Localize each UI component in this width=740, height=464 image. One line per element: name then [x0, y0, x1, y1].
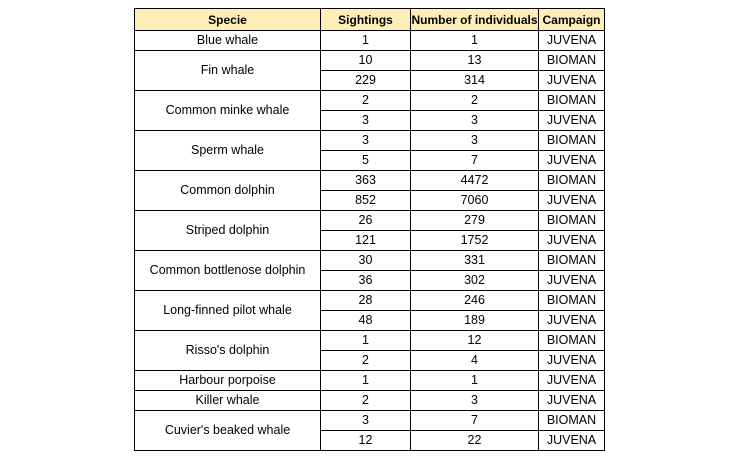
individuals-cell: 1: [411, 371, 539, 391]
species-cell: Blue whale: [135, 31, 321, 51]
sightings-cell: 10: [321, 51, 411, 71]
header-campaign: Campaign: [539, 9, 605, 31]
species-cell: Common dolphin: [135, 171, 321, 211]
sightings-cell: 5: [321, 151, 411, 171]
species-cell: Killer whale: [135, 391, 321, 411]
individuals-cell: 3: [411, 131, 539, 151]
sightings-cell: 852: [321, 191, 411, 211]
campaign-cell: JUVENA: [539, 111, 605, 131]
sightings-cell: 30: [321, 251, 411, 271]
campaign-cell: BIOMAN: [539, 331, 605, 351]
campaign-cell: JUVENA: [539, 431, 605, 451]
campaign-cell: BIOMAN: [539, 411, 605, 431]
campaign-cell: JUVENA: [539, 311, 605, 331]
sightings-cell: 12: [321, 431, 411, 451]
individuals-cell: 7: [411, 151, 539, 171]
campaign-cell: JUVENA: [539, 71, 605, 91]
species-cell: Common minke whale: [135, 91, 321, 131]
table-row: [135, 51, 605, 71]
individuals-cell: 3: [411, 391, 539, 411]
individuals-cell: 279: [411, 211, 539, 231]
campaign-cell: BIOMAN: [539, 51, 605, 71]
sightings-cell: 1: [321, 31, 411, 51]
species-cell: Sperm whale: [135, 131, 321, 171]
campaign-cell: JUVENA: [539, 231, 605, 251]
species-cell: Long-finned pilot whale: [135, 291, 321, 331]
individuals-cell: 4: [411, 351, 539, 371]
species-cell: Striped dolphin: [135, 211, 321, 251]
table-row: [135, 331, 605, 351]
header-specie: Specie: [135, 9, 321, 31]
table-body: [135, 31, 605, 451]
table-row: [135, 411, 605, 431]
table-row: [135, 131, 605, 151]
individuals-cell: 12: [411, 331, 539, 351]
campaign-cell: JUVENA: [539, 271, 605, 291]
species-cell: Harbour porpoise: [135, 371, 321, 391]
header-sightings: Sightings: [321, 9, 411, 31]
campaign-cell: JUVENA: [539, 191, 605, 211]
sightings-table: [134, 8, 605, 451]
individuals-cell: 314: [411, 71, 539, 91]
campaign-cell: BIOMAN: [539, 211, 605, 231]
species-cell: Common bottlenose dolphin: [135, 251, 321, 291]
table-row: [135, 371, 605, 391]
sightings-cell: 1: [321, 371, 411, 391]
sightings-cell: 229: [321, 71, 411, 91]
campaign-cell: BIOMAN: [539, 131, 605, 151]
campaign-cell: BIOMAN: [539, 251, 605, 271]
species-cell: Fin whale: [135, 51, 321, 91]
campaign-cell: JUVENA: [539, 391, 605, 411]
sightings-cell: 3: [321, 111, 411, 131]
individuals-cell: 1752: [411, 231, 539, 251]
individuals-cell: 2: [411, 91, 539, 111]
sightings-cell: 26: [321, 211, 411, 231]
table-header: [135, 9, 605, 31]
table-row: [135, 171, 605, 191]
individuals-cell: 4472: [411, 171, 539, 191]
sightings-cell: 2: [321, 91, 411, 111]
campaign-cell: JUVENA: [539, 371, 605, 391]
table-row: [135, 291, 605, 311]
individuals-cell: 302: [411, 271, 539, 291]
sightings-cell: 48: [321, 311, 411, 331]
individuals-cell: 7060: [411, 191, 539, 211]
header-row: [135, 9, 605, 31]
table-row: [135, 31, 605, 51]
sightings-cell: 36: [321, 271, 411, 291]
sightings-cell: 1: [321, 331, 411, 351]
sightings-cell: 28: [321, 291, 411, 311]
individuals-cell: 246: [411, 291, 539, 311]
campaign-cell: BIOMAN: [539, 291, 605, 311]
sightings-cell: 2: [321, 391, 411, 411]
individuals-cell: 22: [411, 431, 539, 451]
individuals-cell: 331: [411, 251, 539, 271]
species-cell: Cuvier's beaked whale: [135, 411, 321, 451]
campaign-cell: JUVENA: [539, 31, 605, 51]
individuals-cell: 7: [411, 411, 539, 431]
table-row: [135, 91, 605, 111]
sightings-cell: 3: [321, 131, 411, 151]
campaign-cell: JUVENA: [539, 151, 605, 171]
header-number-of-individuals: Number of individuals: [411, 9, 539, 31]
individuals-cell: 13: [411, 51, 539, 71]
individuals-cell: 189: [411, 311, 539, 331]
campaign-cell: BIOMAN: [539, 171, 605, 191]
individuals-cell: 3: [411, 111, 539, 131]
sightings-cell: 121: [321, 231, 411, 251]
table-row: [135, 211, 605, 231]
sightings-cell: 363: [321, 171, 411, 191]
campaign-cell: JUVENA: [539, 351, 605, 371]
table-row: [135, 391, 605, 411]
species-cell: Risso's dolphin: [135, 331, 321, 371]
campaign-cell: BIOMAN: [539, 91, 605, 111]
table-row: [135, 251, 605, 271]
individuals-cell: 1: [411, 31, 539, 51]
sightings-cell: 3: [321, 411, 411, 431]
sightings-cell: 2: [321, 351, 411, 371]
